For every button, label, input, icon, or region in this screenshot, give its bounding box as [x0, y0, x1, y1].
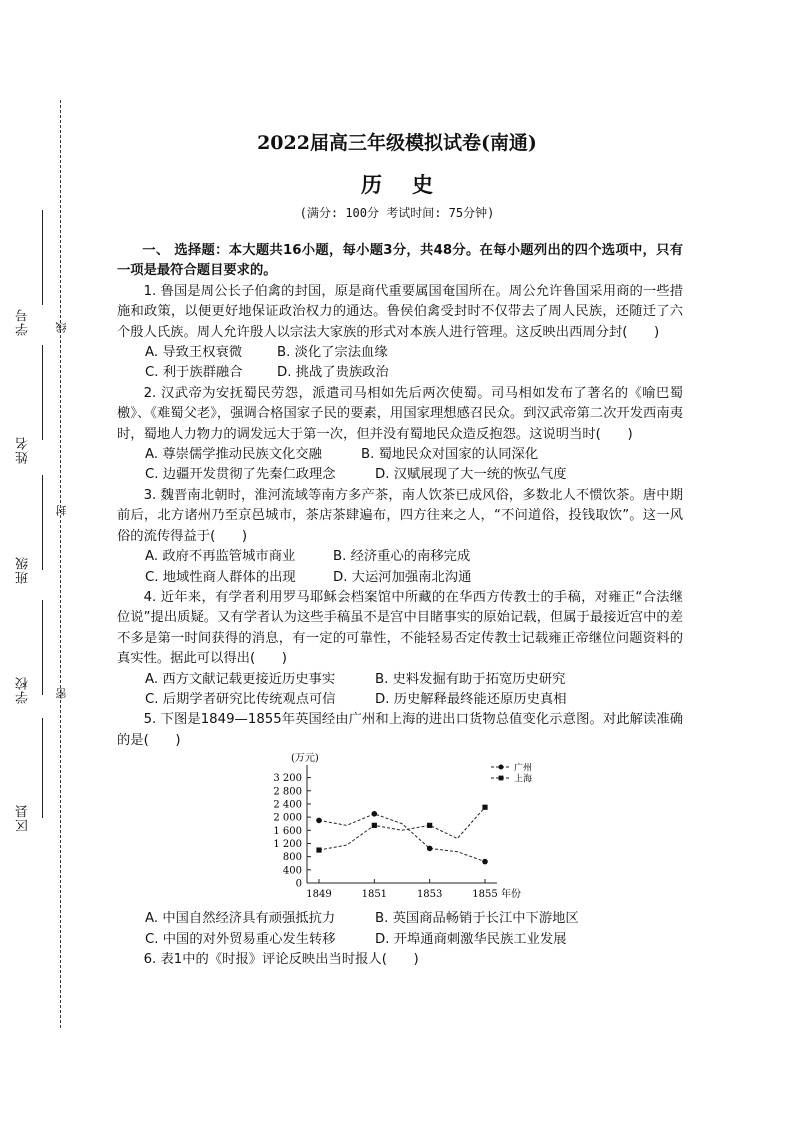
- side-label-name: 姓名: [16, 436, 31, 464]
- legend-marker: [499, 776, 504, 781]
- question-5: [117, 710, 683, 950]
- y-tick-label: 1 200: [273, 839, 302, 851]
- question-2: [117, 384, 683, 486]
- data-point-1: [482, 805, 487, 810]
- binding-word-line: 线: [55, 322, 68, 333]
- option-b[interactable]: B. 蜀地民众对国家的认同深化: [361, 447, 539, 463]
- y-tick-label: 2 000: [273, 812, 302, 824]
- exam-title: 2022届高三年级模拟试卷(南通): [257, 132, 537, 154]
- option-b[interactable]: B. 史料发掘有助于拓宽历史研究: [375, 671, 566, 687]
- side-line-class[interactable]: [42, 475, 43, 570]
- option-b[interactable]: B. 经济重心的南移完成: [333, 549, 471, 565]
- question-content: [117, 241, 683, 970]
- binding-word-secret: 密: [55, 688, 68, 699]
- question-stem: 4. 近年来，有学者利用罗马耶稣会档案馆中所藏的在华西方传教士的手稿，对雍正“合法继位说”提出质疑。又有学者认为这些手稿虽不是宫中目睹事实的原始记载，但属于最接近宫中的差不多是第一时间获得的消息，有一定的可靠性，不能轻易否定传教士记载雍正帝继位问题资料的真实性。据此可以得出( ): [117, 589, 683, 667]
- side-label-class: 班级: [16, 556, 31, 584]
- question-1: [117, 282, 683, 384]
- side-line-student-id[interactable]: [42, 210, 43, 305]
- option-c[interactable]: C. 边疆开发贯彻了先秦仁政理念: [145, 467, 336, 483]
- data-point-1: [427, 823, 432, 828]
- legend-label: 上海: [514, 774, 533, 785]
- x-axis-label: 年份: [501, 889, 521, 901]
- y-tick-label: 1 600: [273, 825, 302, 837]
- data-point-0: [316, 818, 322, 824]
- question-stem: 2. 汉武帝为安抚蜀民劳怨，派遣司马相如先后两次使蜀。司马相如发布了著名的《喻巴蜀檄》、《难蜀父老》，强调合格国家子民的要素，用国家理想感召民众。到汉武帝第二次开发西南夷时，蜀地人力物力的调发远大于第一次，但并没有蜀地民众造反抱怨。这说明当时( ): [117, 385, 683, 442]
- question-6: [117, 950, 683, 970]
- option-a[interactable]: A. 中国自然经济具有顽强抵抗力: [145, 911, 336, 927]
- side-line-district[interactable]: [42, 718, 43, 818]
- option-c[interactable]: C. 利于族群融合: [145, 365, 243, 381]
- y-axis-label: (万元): [291, 753, 319, 765]
- question-stem: 6. 表1中的《时报》评论反映出当时报人( ): [143, 951, 419, 967]
- binding-word-seal: 封: [55, 505, 68, 516]
- trade-chart-svg: [117, 751, 683, 909]
- option-a[interactable]: A. 导致王权衰微: [145, 345, 243, 361]
- data-point-0: [482, 859, 488, 865]
- data-point-1: [316, 848, 321, 853]
- side-label-district: 区县: [16, 804, 31, 832]
- option-c[interactable]: C. 地域性商人群体的出现: [145, 569, 296, 585]
- exam-meta: (满分: 100分 考试时间: 75分钟): [299, 206, 495, 220]
- series-line-0: [319, 814, 485, 862]
- side-label-school: 学校: [16, 676, 31, 704]
- x-tick-label: 1855: [472, 889, 498, 901]
- option-c[interactable]: C. 后期学者研究比传统观点可信: [145, 691, 336, 707]
- y-tick-label: 2 400: [273, 799, 302, 811]
- section-head: 一、 选择题：: [142, 243, 229, 258]
- question-3: [117, 486, 683, 588]
- binding-dashed-line: [60, 100, 61, 1028]
- option-c[interactable]: C. 中国的对外贸易重心发生转移: [145, 931, 336, 947]
- option-d[interactable]: D. 汉赋展现了大一统的恢弘气度: [375, 467, 567, 483]
- y-tick-label: 0: [295, 878, 302, 890]
- side-line-name[interactable]: [42, 345, 43, 440]
- option-b[interactable]: B. 英国商品畅销于长江中下游地区: [375, 911, 579, 927]
- x-tick-label: 1853: [416, 889, 443, 901]
- question-stem: 1. 鲁国是周公长子伯禽的封国，原是商代重要属国奄国所在。周公允许鲁国采用商的一些措施和政策，以便更好地保证政治权力的通达。鲁侯伯禽受封时不仅带去了周人民族，还随迁了六个殷人氏族。周人允许殷人以宗法大家族的形式对本族人进行管理。这反映出西周分封( ): [117, 283, 683, 340]
- option-a[interactable]: A. 西方文献记载更接近历史事实: [145, 671, 336, 687]
- legend-label: 广州: [514, 763, 533, 774]
- data-point-0: [372, 811, 378, 817]
- question-stem: 3. 魏晋南北朝时，淮河流域等南方多产茶，南人饮茶已成风俗，多数北人不惯饮茶。唐中期前后，北方诸州乃至京邑城市，茶店茶肆遍布，四方往来之人，“不问道俗，投钱取饮”。这一风俗的流传得益于( ): [117, 487, 683, 544]
- option-d[interactable]: D. 挑战了贵族政治: [277, 365, 389, 381]
- legend-marker: [499, 765, 504, 770]
- y-tick-label: 400: [282, 865, 302, 877]
- x-tick-label: 1849: [306, 889, 332, 901]
- option-a[interactable]: A. 政府不再监管城市商业: [145, 549, 296, 565]
- option-b[interactable]: B. 淡化了宗法血缘: [277, 345, 388, 361]
- y-tick-label: 3 200: [273, 773, 302, 785]
- section-heading: [117, 241, 683, 282]
- data-point-0: [427, 846, 433, 852]
- option-d[interactable]: D. 历史解释最终能还原历史真相: [375, 691, 567, 707]
- question-4: [117, 588, 683, 710]
- option-a[interactable]: A. 尊崇儒学推动民族文化交融: [145, 447, 322, 463]
- side-label-student-id: 学号: [16, 308, 31, 336]
- option-d[interactable]: D. 大运河加强南北沟通: [333, 569, 472, 585]
- question-stem: 5. 下图是1849—1855年英国经由广州和上海的进出口货物总值变化示意图。对此解读准确的是( ): [117, 712, 683, 748]
- y-tick-label: 800: [282, 852, 302, 864]
- option-d[interactable]: D. 开埠通商刺激华民族工业发展: [375, 931, 567, 947]
- data-point-1: [372, 823, 377, 828]
- x-tick-label: 1851: [361, 889, 388, 901]
- section-body: 本大题共16小题，每小题3分，共48分。在每小题列出的四个选项中，只有一项是最符合题目要求的。: [117, 243, 683, 279]
- subject-title: 历史: [361, 172, 463, 197]
- y-tick-label: 2 800: [273, 786, 302, 798]
- side-line-school[interactable]: [42, 600, 43, 695]
- trade-chart: [117, 751, 683, 909]
- series-line-1: [319, 807, 485, 850]
